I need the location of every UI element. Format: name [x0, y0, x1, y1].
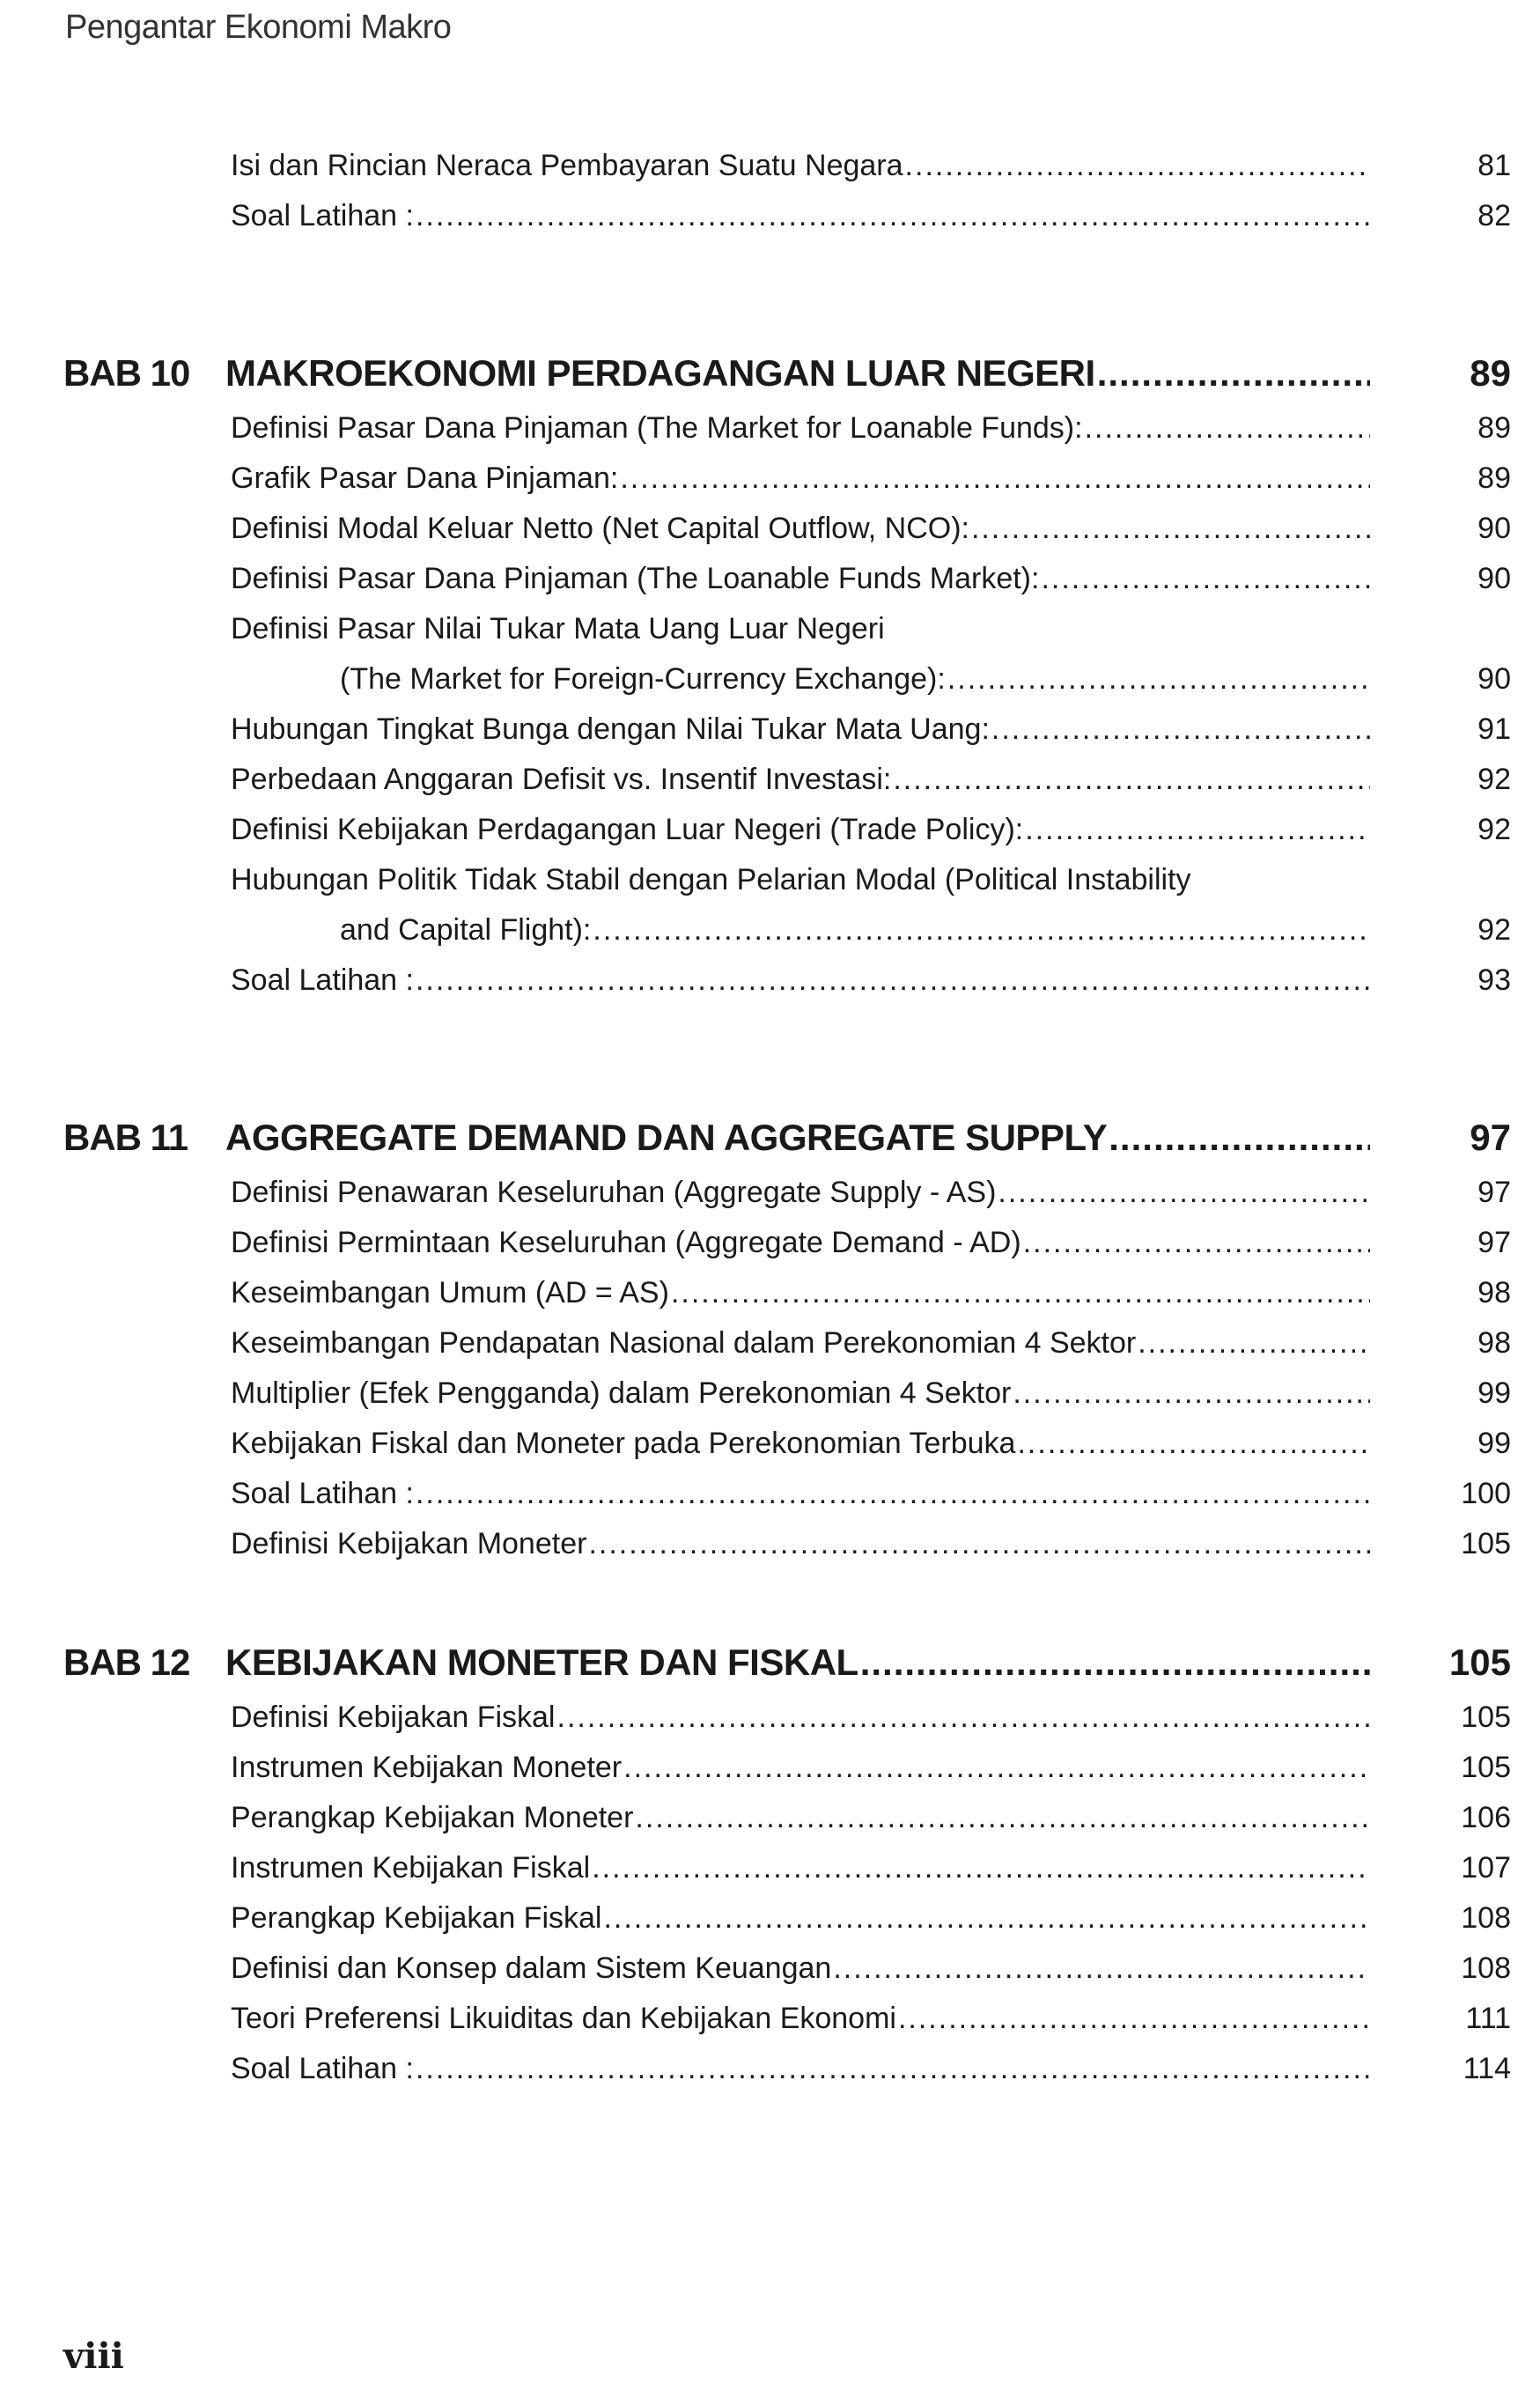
- toc-entry-page: 99: [1477, 1427, 1511, 1460]
- toc-entry-title: Soal Latihan :: [231, 1477, 414, 1510]
- toc-entry-title: Hubungan Tingkat Bunga dengan Nilai Tukar Mata Uang:: [231, 712, 990, 746]
- leader-dots: [416, 191, 1370, 240]
- toc-entry-page: 89: [1477, 461, 1511, 495]
- toc-entry-title: Keseimbangan Pendapatan Nasional dalam Perekonomian 4 Sektor: [231, 1326, 1137, 1360]
- toc-entry[interactable]: [231, 1693, 1372, 1742]
- leader-dots: [1017, 1419, 1370, 1468]
- leader-dots: [603, 1893, 1370, 1943]
- toc-entry-continuation[interactable]: [340, 654, 1372, 704]
- toc-entry[interactable]: [231, 1519, 1372, 1568]
- toc-entry-page: 111: [1465, 2002, 1511, 2035]
- toc-entry-page: 97: [1477, 1226, 1511, 1259]
- chapter-label: BAB 11: [63, 1117, 188, 1158]
- toc-entry[interactable]: [231, 1793, 1372, 1842]
- toc-entry-first-line[interactable]: [231, 855, 1372, 904]
- leader-dots: [1085, 403, 1370, 453]
- leader-dots: [1025, 805, 1370, 854]
- leader-dots: [671, 1268, 1370, 1317]
- toc-entry-page: 114: [1463, 2052, 1511, 2085]
- toc-entry-title: Perangkap Kebijakan Fiskal: [231, 1901, 602, 1935]
- toc-entry-title: Hubungan Politik Tidak Stabil dengan Pelarian Modal (Political Instability: [231, 863, 1191, 896]
- chapter-page: 105: [1448, 1641, 1511, 1683]
- chapter-title: MAKROEKONOMI PERDAGANGAN LUAR NEGERI: [225, 352, 1095, 394]
- leader-dots: [947, 654, 1370, 704]
- toc-entry[interactable]: [231, 1368, 1372, 1418]
- running-header: Pengantar Ekonomi Makro: [65, 9, 452, 46]
- toc-entry-first-line[interactable]: [231, 604, 1372, 653]
- toc-entry[interactable]: [231, 1994, 1372, 2043]
- chapter-heading[interactable]: [225, 1110, 1372, 1166]
- toc-entry-title: Definisi Kebijakan Fiskal: [231, 1700, 556, 1734]
- leader-dots: [588, 1519, 1370, 1568]
- toc-entry-title: Perbedaan Anggaran Defisit vs. Insentif Investasi:: [231, 763, 892, 796]
- toc-entry-page: 97: [1477, 1176, 1511, 1209]
- leader-dots: [898, 1994, 1370, 2043]
- toc-entry-title: Multiplier (Efek Pengganda) dalam Perekonomian 4 Sektor: [231, 1376, 1012, 1410]
- toc-entry-title: Soal Latihan :: [231, 199, 414, 232]
- toc-entry-title: Definisi Pasar Nilai Tukar Mata Uang Luar Negeri: [231, 612, 885, 646]
- leader-dots: [620, 454, 1370, 503]
- toc-entry-title: Soal Latihan :: [231, 2052, 414, 2085]
- leader-dots: [971, 504, 1370, 553]
- toc-entry[interactable]: [231, 955, 1372, 1005]
- leader-dots: [557, 1693, 1371, 1742]
- toc-entry-title: Definisi Pasar Dana Pinjaman (The Loanable Funds Market):: [231, 562, 1040, 595]
- toc-entry-page: 81: [1477, 149, 1511, 182]
- toc-entry-title: Keseimbangan Umum (AD = AS): [231, 1276, 669, 1309]
- toc-entry-title: Perangkap Kebijakan Moneter: [231, 1801, 634, 1834]
- toc-entry-title-cont: (The Market for Foreign-Currency Exchange):: [340, 662, 946, 696]
- toc-entry-page: 107: [1461, 1851, 1511, 1885]
- toc-entry[interactable]: [231, 1168, 1372, 1217]
- chapter-heading[interactable]: [225, 1634, 1372, 1691]
- leader-dots: [416, 955, 1370, 1005]
- toc-entry-page: 92: [1477, 913, 1511, 947]
- toc-entry[interactable]: [231, 504, 1372, 553]
- toc-entry-title: Instrumen Kebijakan Fiskal: [231, 1851, 591, 1885]
- leader-dots: [635, 1793, 1370, 1842]
- chapter-heading[interactable]: [225, 345, 1372, 402]
- toc-entry-page: 90: [1477, 662, 1511, 696]
- chapter-label: BAB 12: [63, 1641, 190, 1683]
- toc-entry[interactable]: [231, 1469, 1372, 1518]
- toc-entry[interactable]: [231, 755, 1372, 804]
- toc-entry-title: Definisi Permintaan Keseluruhan (Aggregate Demand - AD): [231, 1226, 1021, 1259]
- toc-entry-title: Definisi Penawaran Keseluruhan (Aggregate Supply - AS): [231, 1176, 997, 1209]
- toc-entry[interactable]: [231, 2044, 1372, 2093]
- leader-dots: [416, 2044, 1370, 2093]
- toc-entry-page: 99: [1477, 1376, 1511, 1410]
- toc-entry[interactable]: [231, 1893, 1372, 1943]
- toc-entry-page: 100: [1461, 1477, 1511, 1510]
- chapter-label: BAB 10: [63, 352, 190, 394]
- toc-entry-title: Definisi dan Konsep dalam Sistem Keuangan: [231, 1951, 832, 1985]
- toc-entry-page: 108: [1461, 1901, 1511, 1935]
- leader-dots: [998, 1168, 1370, 1217]
- leader-dots: [893, 755, 1370, 804]
- toc-entry-title: Definisi Kebijakan Perdagangan Luar Negeri (Trade Policy):: [231, 813, 1024, 846]
- toc-entry[interactable]: [231, 1944, 1372, 1993]
- toc-entry[interactable]: [231, 403, 1372, 453]
- toc-entry-title: Definisi Kebijakan Moneter: [231, 1527, 587, 1560]
- toc-entry-title: Definisi Modal Keluar Netto (Net Capital Outflow, NCO):: [231, 512, 969, 545]
- toc-entry[interactable]: [231, 1419, 1372, 1468]
- toc-entry-title: Teori Preferensi Likuiditas dan Kebijakan Ekonomi: [231, 2002, 896, 2035]
- toc-entry-title: Soal Latihan :: [231, 963, 414, 997]
- leader-dots: [1097, 345, 1370, 402]
- toc-entry-title: Definisi Pasar Dana Pinjaman (The Market for Loanable Funds):: [231, 411, 1083, 445]
- chapter-page: 89: [1470, 352, 1511, 394]
- leader-dots: [1138, 1318, 1370, 1368]
- toc-entry-page: 108: [1461, 1951, 1511, 1985]
- chapter-title: KEBIJAKAN MONETER DAN FISKAL: [225, 1641, 858, 1683]
- toc-entry[interactable]: [231, 805, 1372, 854]
- leader-dots: [905, 141, 1370, 190]
- toc-entry[interactable]: [231, 554, 1372, 603]
- toc-entry[interactable]: [231, 454, 1372, 503]
- leader-dots: [623, 1743, 1370, 1792]
- toc-entry[interactable]: [231, 191, 1372, 240]
- chapter-page: 97: [1470, 1117, 1511, 1158]
- toc-entry-page: 90: [1477, 512, 1511, 545]
- toc-entry-title-cont: and Capital Flight):: [340, 913, 592, 947]
- toc-entry-page: 92: [1477, 763, 1511, 796]
- toc-entry-title: Grafik Pasar Dana Pinjaman:: [231, 461, 619, 495]
- toc-entry[interactable]: [231, 1218, 1372, 1267]
- toc-entry-title: Kebijakan Fiskal dan Moneter pada Perekonomian Terbuka: [231, 1427, 1016, 1460]
- toc-entry-page: 91: [1477, 712, 1511, 746]
- leader-dots: [1013, 1368, 1370, 1418]
- toc-entry[interactable]: [231, 1743, 1372, 1792]
- leader-dots: [1041, 554, 1370, 603]
- toc-entry-page: 92: [1477, 813, 1511, 846]
- leader-dots: [833, 1944, 1370, 1993]
- toc-entry-page: 98: [1477, 1276, 1511, 1309]
- toc-entry-page: 82: [1477, 199, 1511, 232]
- toc-entry[interactable]: [231, 1268, 1372, 1317]
- leader-dots: [416, 1469, 1370, 1518]
- toc-entry-page: 98: [1477, 1326, 1511, 1360]
- toc-entry[interactable]: [231, 141, 1372, 190]
- toc-entry[interactable]: [231, 1843, 1372, 1892]
- toc-entry-page: 106: [1461, 1801, 1511, 1834]
- leader-dots: [991, 705, 1370, 754]
- page-folio: viii: [63, 2335, 124, 2377]
- leader-dots: [1023, 1218, 1370, 1267]
- leader-dots: [593, 905, 1370, 955]
- toc-entry-continuation[interactable]: [340, 905, 1372, 955]
- toc-entry-page: 105: [1461, 1527, 1511, 1560]
- toc-entry[interactable]: [231, 1318, 1372, 1368]
- toc-entry-page: 93: [1477, 963, 1511, 997]
- toc-entry-page: 105: [1461, 1700, 1511, 1734]
- toc-entry-title: Instrumen Kebijakan Moneter: [231, 1751, 623, 1784]
- leader-dots: [592, 1843, 1370, 1892]
- chapter-title: AGGREGATE DEMAND DAN AGGREGATE SUPPLY: [225, 1117, 1108, 1158]
- toc-entry-page: 90: [1477, 562, 1511, 595]
- leader-dots: [1109, 1110, 1370, 1166]
- toc-entry-page: 89: [1477, 411, 1511, 445]
- toc-entry-title: Isi dan Rincian Neraca Pembayaran Suatu Negara: [231, 149, 903, 182]
- leader-dots: [860, 1634, 1370, 1691]
- toc-entry-page: 105: [1461, 1751, 1511, 1784]
- toc-entry[interactable]: [231, 705, 1372, 754]
